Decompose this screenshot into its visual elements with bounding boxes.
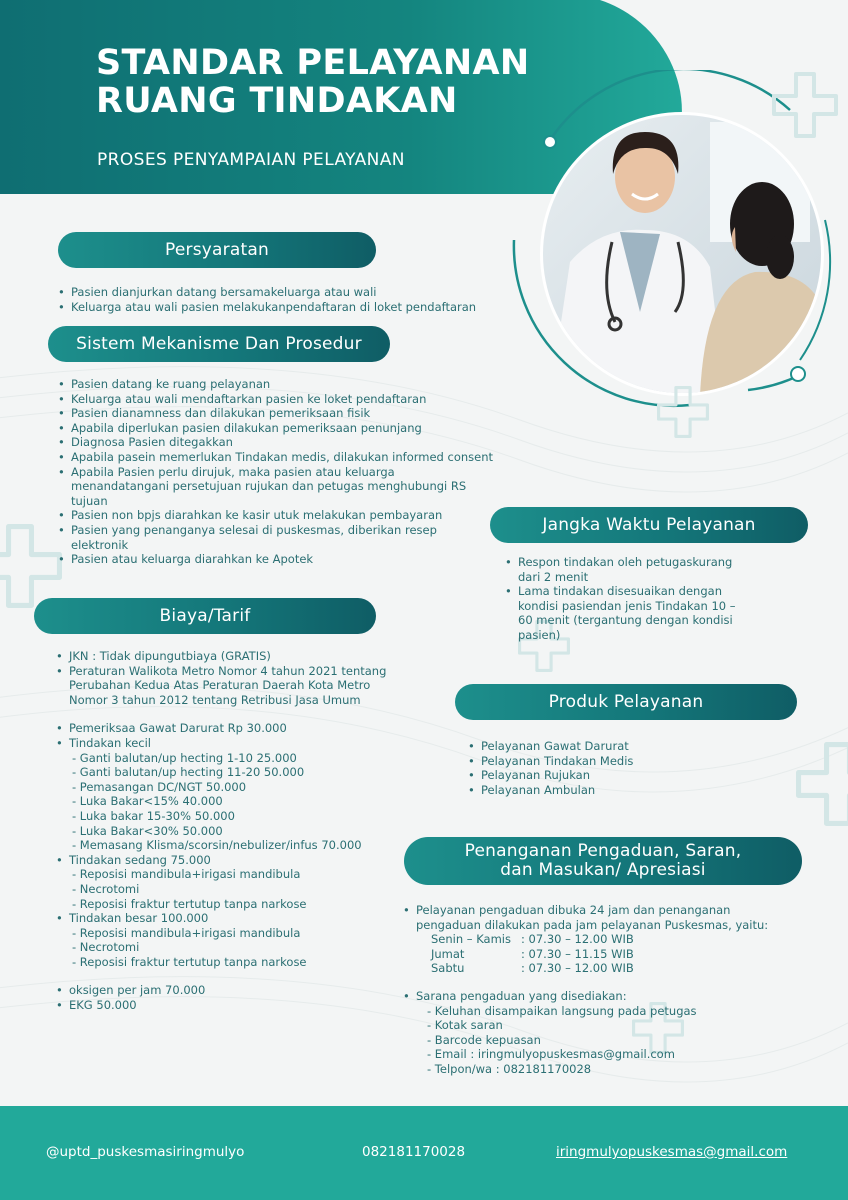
plus-icon [772,72,838,138]
footer [0,1106,848,1200]
pengaduan-list [403,903,803,1077]
pengaduan-heading-line-1: Penanganan Pengaduan, Saran, [464,841,742,861]
list-item: • Lama tindakan disesuaikan dengan kondisi pasiendan jenis Tindakan 10 – 60 menit (tergantung dengan kondisi pasien) [505,584,750,642]
list-item: - Ganti balutan/up hecting 1-10 25.000 [72,750,297,765]
list-item: - Email : iringmulyopuskesmas@gmail.com [427,1047,675,1062]
persyaratan-heading: Persyaratan [58,232,376,268]
jangka-list [505,555,750,643]
list-item: • Tindakan kecil [56,736,396,751]
list-item: • Respon tindakan oleh petugaskurang dari 2 menit [505,555,750,584]
list-item: - Telpon/wa : 082181170028 [427,1061,592,1076]
list-item: • JKN : Tidak dipungutbiaya (GRATIS) [56,649,396,664]
list-item: - Reposisi mandibula+irigasi mandibula [72,925,301,940]
footer-phone[interactable]: 082181170028 [362,1144,466,1160]
list-item: • Pelayanan Ambulan [468,783,768,798]
list-item: • Keluarga atau wali pasien melakukanpendaftaran di loket pendaftaran [58,300,498,315]
persyaratan-list [58,285,498,314]
photo-illustration [540,112,824,396]
list-item: • Pasien yang penanganya selesai di puskesmas, diberikan resep elektronik [58,523,458,552]
list-item: • Pasien dianjurkan datang bersamakeluarga atau wali [58,285,498,300]
list-item: - Luka Bakar<15% 40.000 [72,794,223,809]
list-item: - Ganti balutan/up hecting 11-20 50.000 [72,765,305,780]
hours-row [403,961,803,976]
list-item: • Apabila pasein memerlukan Tindakan medis, dilakukan informed consent [58,450,498,465]
list-item: • Pemeriksaa Gawat Darurat Rp 30.000 [56,721,396,736]
list-item: - Luka bakar 15-30% 50.000 [72,808,235,823]
hours-row [403,932,803,947]
list-item: • Pasien non bpjs diarahkan ke kasir utuk melakukan pembayaran [58,508,498,523]
list-item: • Keluarga atau wali mendaftarkan pasien ke loket pendaftaran [58,392,498,407]
list-item: • Pelayanan pengaduan dibuka 24 jam dan penanganan pengaduan dilakukan pada jam pelayanan Puskesmas, yaitu: [403,903,788,932]
list-item: - Memasang Klisma/scorsin/nebulizer/infus 70.000 [72,838,362,853]
hours-time: : 07.30 – 12.00 WIB [521,932,634,947]
title-line-1: STANDAR PELAYANAN [96,43,530,83]
plus-icon [657,386,709,438]
list-item: - Necrotomi [72,940,140,955]
list-item: - Reposisi mandibula+irigasi mandibula [72,867,301,882]
list-item: • Tindakan sedang 75.000 [56,853,396,868]
jangka-heading: Jangka Waktu Pelayanan [490,507,808,543]
list-item: • EKG 50.000 [56,998,396,1013]
list-item: - Keluhan disampaikan langsung pada petugas [427,1003,697,1018]
page-subtitle: PROSES PENYAMPAIAN PELAYANAN [97,150,405,170]
hours-time: : 07.30 – 12.00 WIB [521,961,634,976]
footer-email-link[interactable]: iringmulyopuskesmas@gmail.com [556,1144,788,1160]
hours-day: Senin – Kamis [431,932,511,947]
doctor-patient-photo [540,112,824,396]
hours-day: Sabtu [431,961,465,976]
list-item: • Peraturan Walikota Metro Nomor 4 tahun 2021 tentang Perubahan Kedua Atas Peraturan Daerah Kota Metro Nomor 3 tahun 2012 tentang Retribusi Jasa Umum [56,664,396,708]
pengaduan-heading [404,837,802,885]
list-item: • Sarana pengaduan yang disediakan: [403,989,803,1004]
plus-icon [796,742,848,826]
list-item: • Pelayanan Rujukan [468,768,768,783]
list-item: - Reposisi fraktur tertutup tanpa narkose [72,896,307,911]
hours-time: : 07.30 – 11.15 WIB [521,946,634,961]
list-item: • Apabila diperlukan pasien dilakukan pemeriksaan penunjang [58,421,498,436]
produk-list [468,739,768,797]
list-item: • Pelayanan Gawat Darurat [468,739,768,754]
list-item: • oksigen per jam 70.000 [56,983,396,998]
title-line-2: RUANG TINDAKAN [96,81,458,121]
list-item: - Barcode kepuasan [427,1032,541,1047]
plus-icon [0,524,62,608]
pengaduan-heading-line-2: dan Masukan/ Apresiasi [500,860,706,880]
biaya-heading: Biaya/Tarif [34,598,376,634]
page-title [96,44,529,120]
list-item: • Pasien atau keluarga diarahkan ke Apotek [58,552,498,567]
produk-heading: Produk Pelayanan [455,684,797,720]
list-item: - Luka Bakar<30% 50.000 [72,823,223,838]
hours-day: Jumat [431,946,465,961]
footer-instagram[interactable]: @uptd_puskesmasiringmulyo [46,1144,245,1160]
list-item: • Pelayanan Tindakan Medis [468,754,768,769]
biaya-list [56,649,396,1013]
list-item: • Diagnosa Pasien ditegakkan [58,435,498,450]
list-item: - Reposisi fraktur tertutup tanpa narkose [72,954,307,969]
hours-row [403,947,803,962]
list-item: - Kotak saran [427,1018,503,1033]
list-item: • Pasien dianamness dan dilakukan pemeriksaan fisik [58,406,498,421]
sistem-list [58,377,498,567]
sistem-heading: Sistem Mekanisme Dan Prosedur [48,326,390,362]
list-item: • Tindakan besar 100.000 [56,911,396,926]
list-item: - Necrotomi [72,881,140,896]
list-item: • Apabila Pasien perlu dirujuk, maka pasien atau keluarga menandatangani persetujuan rujukan dan petugas menghubungi RS tujuan [58,465,478,509]
list-item: - Pemasangan DC/NGT 50.000 [72,779,247,794]
list-item: • Pasien datang ke ruang pelayanan [58,377,498,392]
